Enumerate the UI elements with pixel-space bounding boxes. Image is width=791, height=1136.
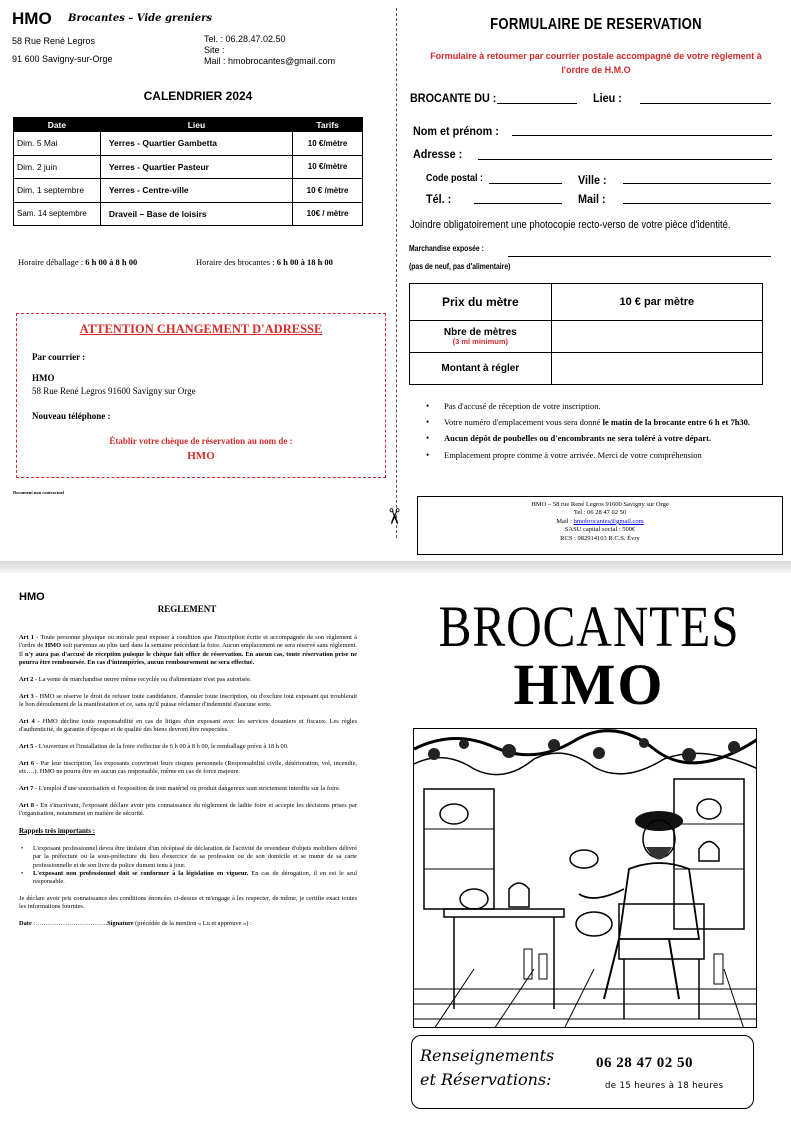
nom-prenom-label: Nom et prénom : [413,124,499,138]
calendar-date: Dim. 1 septembre [14,179,101,203]
article-text: soit parvenue au plus tard dans la semaine précédant la foire. Aucun emplacement ne sera réservé sans règlement. Il [19,642,358,658]
article-label: Art 4 [19,717,35,725]
article-text: - HMO se réserve le droit de refuser toute candidature, d'annuler toute inscription, ou d'exclure tout exposant qui troublerait le bon déroulement de la manifestation et ce, sans qu'il puisse réclamer d'indemnité d'aucune sorte. [19,692,357,708]
marchandise-field[interactable] [508,256,771,257]
calendar-table [13,117,363,226]
cut-line [396,8,397,538]
article-bold: n'y aura pas d'accusé de réception puisque le chèque fait office de réservation. En aucun cas, toute réservation prise ne pourra être remboursée. En cas d'intempéries, aucun remboursement ne sera effectué. [19,650,357,666]
brand-title: HMO [12,9,52,28]
article-text: - La vente de marchandise neuve même recyclée ou d'alimentaire n'est pas autorisée. [33,675,252,683]
nbre-metres-cell [410,321,552,353]
calendar-lieu: Yerres - Quartier Pasteur [100,155,292,179]
note-text: Emplacement propre comme à votre arrivée. Merci de votre compréhension [444,449,702,460]
article [19,693,357,710]
date-signature [19,920,357,928]
article [19,634,357,667]
code-postal-field[interactable] [489,183,562,184]
footer-mail-label: Mail : [556,517,572,525]
article [19,802,357,819]
mail-label: Mail : [578,192,606,206]
article [19,785,357,793]
calendar-date: Dim. 2 juin [14,155,101,179]
form-notes [426,401,776,489]
calendar-date: Sam. 14 septembre [14,202,101,226]
address-line-2: 91 600 Savigny-sur-Orge [12,54,113,64]
scissors-icon: ✂ [380,507,406,526]
article [19,760,357,777]
pas-de-neuf-note: (pas de neuf, pas d'alimentaire) [409,261,511,271]
etablir-cheque-name: HMO [187,450,215,462]
tel-label: Tél. : [426,192,452,206]
article-text: - Par leur inscription, les exposants couvriront leurs risques personnels (Responsabilité civile, détérioration, vol, incendie, etc….). HMO ne pourra être en aucun cas responsable, même en cas de force majeure. [19,759,358,776]
page-separator [0,561,791,573]
prix-table [409,283,763,385]
footer-mail [418,518,782,526]
article-label: Art 2 [19,675,34,683]
poster-phone: 06 28 47 02 50 [596,1055,693,1071]
declaration: Je déclare avoir pris connaissance des conditions énoncées ci-dessus et m'engage à les respecter, de même, je certifie exact toutes les informations fournies. [19,894,357,910]
rappels-list [19,845,357,887]
table-row [410,321,763,353]
calendar-lieu: Yerres - Centre-ville [100,179,292,203]
lieu-label: Lieu : [593,91,622,105]
calendar-tarif: 10 €/mètre [293,132,363,156]
list-item [19,870,357,887]
calendar-tarif: 10€ / mètre [293,202,363,226]
calendar-date: Dim. 5 Mai [14,132,101,156]
article [19,743,357,751]
article-text: - En s'inscrivant, l'exposant déclare avoir pris connaissance du règlement de ladite foire et accepte les décisions prises par l'organisation, notamment en matière de sécurité. [19,801,357,818]
poster-title-brocantes: BROCANTES [438,594,740,659]
list-item [426,433,776,443]
article-label: Art 8 [19,801,34,809]
ville-field[interactable] [623,183,771,184]
nouveau-telephone-label: Nouveau téléphone : [32,411,111,421]
nbre-metres-minimum: (3 ml minimum) [452,336,509,346]
horaire-brocantes-label: Horaire des brocantes : [196,257,275,267]
calendar-header-tarifs: Tarifs [293,118,363,132]
calendar-tarif: 10 €/mètre [293,155,363,179]
table-row [14,155,363,179]
reglement-title: REGLEMENT [157,604,217,614]
table-row [14,132,363,156]
footer-address: HMO – 58 rue René Legros 91600 Savigny sur Orge [531,501,669,508]
renseignements-line1: Renseignements [420,1046,555,1065]
form-subtitle [405,50,787,77]
form-subtitle-line1: Formulaire à retourner par courrier postale accompagné de votre règlement à [430,51,762,61]
brand-tagline: Brocantes – Vide greniers [68,13,212,24]
article-label: Art 5 [19,742,34,750]
header-site: Site : [204,45,225,55]
brocante-du-label: BROCANTE DU : [410,91,497,105]
table-row [14,202,363,226]
montant-input[interactable] [551,353,762,385]
footer-box [417,496,783,555]
article-text: - HMO décline toute responsabilité en cas de litiges d'un exposant avec les services douaniers et fiscaux. Les règles d'authenticité, de garantie d'époque et de qualité des biens devront être respectées. [19,717,357,734]
reglement-brand: HMO [19,591,45,603]
article [19,676,357,684]
adresse-label: Adresse : [413,147,463,161]
note-bold: le matin de la brocante entre 6 h et 7h30. [602,417,751,428]
list-item [19,845,357,870]
list-item [426,401,776,411]
calendar-title: CALENDRIER 2024 [143,89,253,103]
renseignements-line2: et Réservations: [420,1070,552,1089]
table-row [410,353,763,385]
ville-label: Ville : [578,173,607,187]
attention-title: ATTENTION CHANGEMENT D'ADRESSE [79,322,323,336]
nbre-metres-label: Nbre de mètres [443,326,517,338]
note-text: Votre numéro d'emplacement vous sera donné [444,417,601,428]
mail-field[interactable] [623,203,771,204]
article-text: - L'emploi d'une sonorisation et l'exposition de tout matériel ou produit dangereux sont strictement interdits sur la foire. [33,784,341,792]
date-label: Date [19,919,32,927]
adresse-field[interactable] [478,159,772,160]
date-dots[interactable]: :……………………………. [31,919,108,927]
brocanteur-illustration [413,728,757,1028]
marchandise-label: Marchandise exposée : [409,243,484,253]
rappel-text: L'exposant professionnel devra être titulaire d'un récépissé de déclaration de l'activité de revendeur d'objets mobiliers délivré par la préfecture ou la sous-préfecture du lieu d'exercice de sa profession ou de son domicile et se munir de sa carte professionnelle et de son livre de police dument tenu à jour. [33,845,357,869]
attention-address: 58 Rue René Legros 91600 Savigny sur Orge [32,386,196,396]
footer-rcs: RCS : 982914103 R.C.S. Évry [560,534,640,542]
code-postal-label: Code postal : [426,173,484,184]
calendar-lieu: Yerres - Quartier Gambetta [100,132,292,156]
rappels-title: Rappels très importants : [19,826,96,835]
table-row [410,284,763,321]
calendar-lieu: Draveil – Base de loisirs [100,202,292,226]
horaire-brocantes-value: 6 h 00 à 18 h 00 [276,257,333,267]
calendar-header-lieu: Lieu [100,118,292,132]
footer-mail-link[interactable]: hmobrocantes@gmail.com [573,517,644,525]
header-mail: Mail : hmobrocantes@gmail.com [204,56,336,66]
footer-tel: Tel : 06 28 47 02 50 [573,509,627,517]
note-bold: Aucun dépôt de poubelles ou d'encombrants ne sera toléré à votre départ. [444,433,712,444]
horaire-deballage-label: Horaire déballage : [18,257,84,267]
rappel-text: En cas de dérogation, il en est le seul responsable. [33,870,357,886]
joindre-piece-identite: Joindre obligatoirement une photocopie recto-verso de votre pièce d'identité. [410,219,731,231]
article-label: Art 6 [19,759,35,767]
article-text: - L'ouverture et l'installation de la foire s'effectue de 6 h 00 à 8 h 00, le remballage prévu à 18 h 00. [33,742,289,750]
article [19,718,357,735]
tel-field[interactable] [474,203,562,204]
list-item [426,450,776,460]
article-label: Art 7 [19,784,34,792]
horaire-deballage-value: 6 h 00 à 8 h 00 [85,257,138,267]
article-label: Art 3 [19,692,34,700]
nbre-metres-input[interactable] [551,321,762,353]
calendar-header-row [14,118,363,132]
poster-hours: de 15 heures à 18 heures [605,1081,724,1091]
signature-label: Signature [107,919,134,927]
brocante-du-field[interactable] [497,103,577,104]
form-title: FORMULAIRE DE RESERVATION [490,16,702,33]
prix-label: Prix du mètre [410,284,552,321]
header-tel: Tel. : 06.28.47.02.50 [204,34,286,44]
document-non-contractuel: Document non contractuel [13,490,64,495]
article-bold: HMO [45,642,62,650]
article-text: - Toute personne physique ou morale peut exposer à condition que l'inscription écrite et accompagnée de son règlement à l'ordre de [19,634,357,650]
signature-text: (précédée de la mention « Lu et approuve ») : [133,919,252,927]
form-subtitle-line2: l'ordre de H.M.O [561,64,631,75]
attention-hmo: HMO [32,373,55,383]
footer-capital: SASU capital social : 500€ [564,526,636,534]
list-item [426,417,776,427]
montant-label: Montant à régler [410,353,552,385]
address-line-1: 58 Rue René Legros [12,36,96,46]
calendar-tarif: 10 € /mètre [293,179,363,203]
poster-title-hmo: HMO [513,652,665,717]
reglement-articles [19,634,357,937]
horaire-brocantes [196,257,333,267]
lieu-field[interactable] [640,103,771,104]
nom-prenom-field[interactable] [512,135,772,136]
etablir-cheque-text: Établir votre chèque de réservation au nom de : [109,436,293,446]
table-row [14,179,363,203]
prix-value: 10 € par mètre [551,284,762,321]
illustration-svg [414,729,757,1028]
article-label: Art 1 [19,634,34,641]
calendar-header-date: Date [14,118,101,132]
horaire-deballage [18,257,137,267]
note-text: Pas d'accusé de réception de votre inscription. [444,401,601,411]
par-courrier-label: Par courrier : [32,352,86,362]
rappel-bold: L'exposant non professionnel doit se conformer à la législation en vigueur. [33,870,249,877]
